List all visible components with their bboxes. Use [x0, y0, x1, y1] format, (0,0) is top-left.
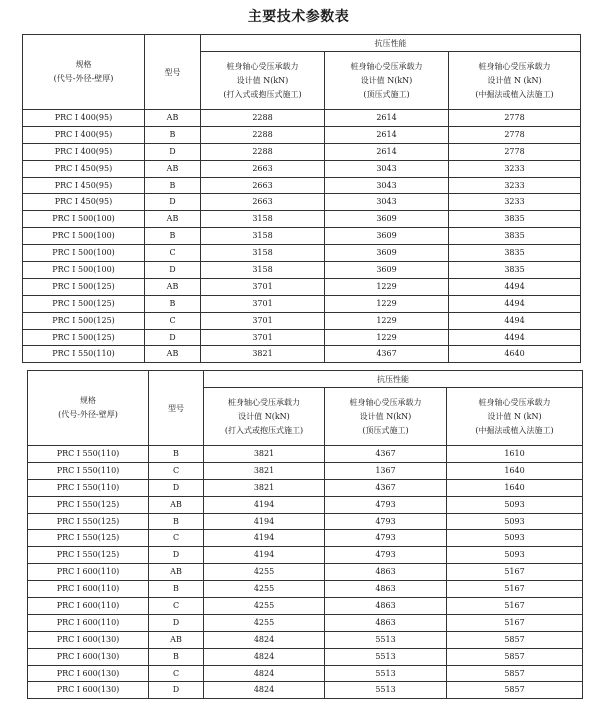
load-header-embedded — [449, 52, 581, 110]
load-driven-cell: 4255 — [204, 581, 325, 598]
load-driven-cell: 2663 — [201, 160, 325, 177]
table-row — [28, 581, 583, 598]
spec-cell: PRC Ⅰ 600(110) — [28, 598, 149, 615]
table-row — [28, 547, 583, 564]
model-cell: D — [149, 479, 204, 496]
model-cell: B — [149, 581, 204, 598]
load-driven-cell: 3701 — [201, 295, 325, 312]
spec-cell: PRC Ⅰ 550(110) — [28, 462, 149, 479]
load-embedded-cell: 4494 — [449, 278, 581, 295]
spec-cell: PRC Ⅰ 550(125) — [28, 496, 149, 513]
load-jacked-cell: 4367 — [325, 479, 447, 496]
spec-column-header — [28, 371, 149, 446]
load-embedded-cell: 2778 — [449, 110, 581, 127]
model-cell: D — [145, 143, 201, 160]
load-header-line1: 桩身轴心受压承载力 — [349, 397, 422, 407]
spec-cell: PRC Ⅰ 550(110) — [28, 479, 149, 496]
model-cell: D — [149, 682, 204, 699]
load-header-line2: 设计值 N (kN) — [487, 411, 542, 421]
model-cell: C — [149, 530, 204, 547]
load-jacked-cell: 1229 — [325, 278, 449, 295]
load-embedded-cell: 5093 — [447, 530, 583, 547]
load-jacked-cell: 5513 — [325, 682, 447, 699]
spec-cell: PRC Ⅰ 500(125) — [23, 295, 145, 312]
spec-cell: PRC Ⅰ 500(125) — [23, 278, 145, 295]
load-driven-cell: 3158 — [201, 245, 325, 262]
model-cell: B — [145, 228, 201, 245]
model-cell: C — [149, 462, 204, 479]
spec-header-line1: 规格 — [75, 60, 92, 69]
load-embedded-cell: 5093 — [447, 496, 583, 513]
table-row — [23, 228, 581, 245]
spec-cell: PRC Ⅰ 500(125) — [23, 312, 145, 329]
model-cell: AB — [145, 278, 201, 295]
table-row — [28, 648, 583, 665]
load-header-driven — [204, 388, 325, 446]
load-jacked-cell: 2614 — [325, 126, 449, 143]
load-jacked-cell: 3043 — [325, 177, 449, 194]
load-embedded-cell: 3233 — [449, 194, 581, 211]
table-row — [28, 614, 583, 631]
spec-cell: PRC Ⅰ 450(95) — [23, 177, 145, 194]
load-jacked-cell: 3609 — [325, 228, 449, 245]
load-embedded-cell: 5167 — [447, 581, 583, 598]
model-column-header: 型号 — [145, 35, 201, 110]
load-driven-cell: 4255 — [204, 614, 325, 631]
load-header-jacked — [325, 388, 447, 446]
compression-group-header: 抗压性能 — [204, 371, 583, 388]
page-title: 主要技术参数表 — [247, 9, 350, 25]
model-cell: AB — [145, 346, 201, 363]
model-cell: AB — [149, 496, 204, 513]
load-header-line3: (中掘法或植入法施工) — [475, 425, 554, 435]
model-cell: AB — [149, 564, 204, 581]
spec-cell: PRC Ⅰ 600(110) — [28, 614, 149, 631]
spec-header-line2: (代号-外径-壁厚) — [58, 410, 118, 419]
spec-cell: PRC Ⅰ 500(125) — [23, 329, 145, 346]
load-embedded-cell: 1640 — [447, 479, 583, 496]
load-embedded-cell: 5167 — [447, 614, 583, 631]
load-embedded-cell: 2778 — [449, 143, 581, 160]
load-jacked-cell: 3043 — [325, 194, 449, 211]
model-cell: B — [145, 126, 201, 143]
load-jacked-cell: 3609 — [325, 245, 449, 262]
load-header-line2: 设计值 N(kN) — [359, 411, 412, 421]
spec-cell: PRC Ⅰ 450(95) — [23, 160, 145, 177]
table-row — [23, 194, 581, 211]
load-header-line1: 桩身轴心受压承载力 — [228, 397, 300, 407]
load-embedded-cell: 1610 — [447, 446, 583, 463]
load-driven-cell: 4824 — [204, 665, 325, 682]
load-header-line2: 设计值 N(kN) — [238, 411, 290, 421]
load-embedded-cell: 5167 — [447, 598, 583, 615]
spec-cell: PRC Ⅰ 600(130) — [28, 648, 149, 665]
table-row — [23, 126, 581, 143]
table-body — [28, 446, 583, 699]
load-jacked-cell: 4863 — [325, 614, 447, 631]
load-driven-cell: 2663 — [201, 177, 325, 194]
load-jacked-cell: 3609 — [325, 211, 449, 228]
load-driven-cell: 2663 — [201, 194, 325, 211]
load-header-line1: 桩身轴心受压承载力 — [226, 61, 299, 71]
spec-cell: PRC Ⅰ 600(130) — [28, 665, 149, 682]
load-header-embedded — [447, 388, 583, 446]
load-jacked-cell: 4863 — [325, 564, 447, 581]
load-jacked-cell: 1367 — [325, 462, 447, 479]
spec-header-line1: 规格 — [80, 396, 96, 405]
load-driven-cell: 4824 — [204, 682, 325, 699]
model-cell: B — [145, 177, 201, 194]
load-jacked-cell: 5513 — [325, 648, 447, 665]
spec-cell: PRC Ⅰ 550(110) — [23, 346, 145, 363]
load-embedded-cell: 5857 — [447, 631, 583, 648]
model-cell: AB — [145, 211, 201, 228]
load-header-line3: (打入式或抱压式施工) — [223, 89, 302, 99]
model-column-header: 型号 — [149, 371, 204, 446]
load-jacked-cell: 4793 — [325, 513, 447, 530]
load-header-line2: 设计值 N (kN) — [487, 75, 542, 85]
load-header-line3: (中掘法或植入法施工) — [475, 89, 554, 99]
load-driven-cell: 4255 — [204, 598, 325, 615]
table-row — [28, 462, 583, 479]
load-driven-cell: 4194 — [204, 530, 325, 547]
spec-cell: PRC Ⅰ 550(125) — [28, 547, 149, 564]
load-header-jacked — [325, 52, 449, 110]
table-row — [23, 177, 581, 194]
spec-cell: PRC Ⅰ 600(110) — [28, 564, 149, 581]
spec-cell: PRC Ⅰ 500(100) — [23, 211, 145, 228]
spec-column-header — [23, 35, 145, 110]
load-header-line3: (打入式或抱压式施工) — [224, 425, 304, 435]
spec-table-2 — [27, 370, 583, 699]
model-cell: C — [149, 598, 204, 615]
load-driven-cell: 3821 — [204, 462, 325, 479]
load-embedded-cell: 4494 — [449, 312, 581, 329]
load-header-line1: 桩身轴心受压承载力 — [478, 61, 551, 71]
spec-cell: PRC Ⅰ 400(95) — [23, 110, 145, 127]
load-header-line2: 设计值 N(kN) — [236, 75, 289, 85]
model-cell: B — [149, 446, 204, 463]
load-driven-cell: 2288 — [201, 126, 325, 143]
model-cell: AB — [149, 631, 204, 648]
spec-cell: PRC Ⅰ 600(130) — [28, 631, 149, 648]
load-driven-cell: 4194 — [204, 496, 325, 513]
load-embedded-cell: 3835 — [449, 228, 581, 245]
table-row — [23, 329, 581, 346]
spec-cell: PRC Ⅰ 500(100) — [23, 245, 145, 262]
spec-cell: PRC Ⅰ 500(100) — [23, 228, 145, 245]
load-jacked-cell: 4367 — [325, 346, 449, 363]
load-driven-cell: 4255 — [204, 564, 325, 581]
table-row — [23, 278, 581, 295]
load-embedded-cell: 3835 — [449, 262, 581, 279]
load-driven-cell: 4824 — [204, 648, 325, 665]
load-header-line1: 桩身轴心受压承载力 — [478, 397, 551, 407]
load-driven-cell: 3158 — [201, 262, 325, 279]
table-row — [28, 496, 583, 513]
load-header-line3: (顶压式施工) — [363, 89, 410, 99]
load-jacked-cell: 5513 — [325, 631, 447, 648]
table-body — [23, 110, 581, 363]
load-header-line2: 设计值 N(kN) — [360, 75, 413, 85]
load-jacked-cell: 3043 — [325, 160, 449, 177]
load-embedded-cell: 4494 — [449, 329, 581, 346]
spec-table-1 — [22, 34, 581, 363]
table-row — [23, 110, 581, 127]
table-row — [28, 479, 583, 496]
model-cell: D — [145, 194, 201, 211]
spec-cell: PRC Ⅰ 500(100) — [23, 262, 145, 279]
model-cell: AB — [145, 110, 201, 127]
load-driven-cell: 4194 — [204, 513, 325, 530]
load-embedded-cell: 5857 — [447, 665, 583, 682]
load-embedded-cell: 4640 — [449, 346, 581, 363]
model-cell: B — [145, 295, 201, 312]
model-cell: B — [149, 648, 204, 665]
load-driven-cell: 2288 — [201, 143, 325, 160]
table-row — [23, 160, 581, 177]
table-row — [23, 262, 581, 279]
table-row — [23, 143, 581, 160]
model-cell: B — [149, 513, 204, 530]
load-embedded-cell: 2778 — [449, 126, 581, 143]
load-jacked-cell: 3609 — [325, 262, 449, 279]
load-header-line1: 桩身轴心受压承载力 — [350, 61, 423, 71]
spec-cell: PRC Ⅰ 550(125) — [28, 530, 149, 547]
table-row — [23, 346, 581, 363]
load-embedded-cell: 1640 — [447, 462, 583, 479]
table-row — [23, 295, 581, 312]
load-embedded-cell: 3835 — [449, 211, 581, 228]
table-row — [28, 564, 583, 581]
load-driven-cell: 3701 — [201, 278, 325, 295]
load-jacked-cell: 4793 — [325, 496, 447, 513]
load-embedded-cell: 3233 — [449, 160, 581, 177]
load-embedded-cell: 3233 — [449, 177, 581, 194]
spec-cell: PRC Ⅰ 600(110) — [28, 581, 149, 598]
table-row — [28, 530, 583, 547]
model-cell: AB — [145, 160, 201, 177]
load-jacked-cell: 1229 — [325, 312, 449, 329]
load-jacked-cell: 2614 — [325, 110, 449, 127]
load-embedded-cell: 4494 — [449, 295, 581, 312]
load-jacked-cell: 4863 — [325, 598, 447, 615]
load-jacked-cell: 1229 — [325, 295, 449, 312]
spec-header-line2: (代号-外径-壁厚) — [53, 74, 114, 83]
table-row — [28, 631, 583, 648]
load-jacked-cell: 4367 — [325, 446, 447, 463]
load-jacked-cell: 2614 — [325, 143, 449, 160]
load-driven-cell: 4194 — [204, 547, 325, 564]
table-row — [28, 513, 583, 530]
load-embedded-cell: 5167 — [447, 564, 583, 581]
table-row — [28, 446, 583, 463]
spec-cell: PRC Ⅰ 550(125) — [28, 513, 149, 530]
load-jacked-cell: 1229 — [325, 329, 449, 346]
load-driven-cell: 3821 — [204, 446, 325, 463]
load-header-line3: (顶压式施工) — [362, 425, 409, 435]
model-cell: D — [145, 262, 201, 279]
load-driven-cell: 4824 — [204, 631, 325, 648]
load-driven-cell: 3701 — [201, 312, 325, 329]
model-cell: C — [149, 665, 204, 682]
table-row — [28, 598, 583, 615]
table-row — [23, 245, 581, 262]
load-jacked-cell: 4793 — [325, 547, 447, 564]
table-row — [28, 682, 583, 699]
load-driven-cell: 3158 — [201, 211, 325, 228]
load-embedded-cell: 5093 — [447, 547, 583, 564]
load-jacked-cell: 4863 — [325, 581, 447, 598]
model-cell: D — [149, 547, 204, 564]
load-header-driven — [201, 52, 325, 110]
model-cell: C — [145, 312, 201, 329]
model-cell: D — [145, 329, 201, 346]
spec-cell: PRC Ⅰ 600(130) — [28, 682, 149, 699]
load-driven-cell: 3821 — [201, 346, 325, 363]
model-cell: D — [149, 614, 204, 631]
compression-group-header: 抗压性能 — [201, 35, 581, 52]
spec-cell: PRC Ⅰ 400(95) — [23, 143, 145, 160]
load-driven-cell: 3158 — [201, 228, 325, 245]
load-embedded-cell: 5857 — [447, 648, 583, 665]
table-row — [23, 211, 581, 228]
table-row — [28, 665, 583, 682]
load-jacked-cell: 4793 — [325, 530, 447, 547]
load-jacked-cell: 5513 — [325, 665, 447, 682]
table-row — [23, 312, 581, 329]
load-driven-cell: 3821 — [204, 479, 325, 496]
spec-cell: PRC Ⅰ 400(95) — [23, 126, 145, 143]
spec-cell: PRC Ⅰ 450(95) — [23, 194, 145, 211]
spec-cell: PRC Ⅰ 550(110) — [28, 446, 149, 463]
load-embedded-cell: 5093 — [447, 513, 583, 530]
load-embedded-cell: 5857 — [447, 682, 583, 699]
model-cell: C — [145, 245, 201, 262]
load-embedded-cell: 3835 — [449, 245, 581, 262]
load-driven-cell: 3701 — [201, 329, 325, 346]
load-driven-cell: 2288 — [201, 110, 325, 127]
